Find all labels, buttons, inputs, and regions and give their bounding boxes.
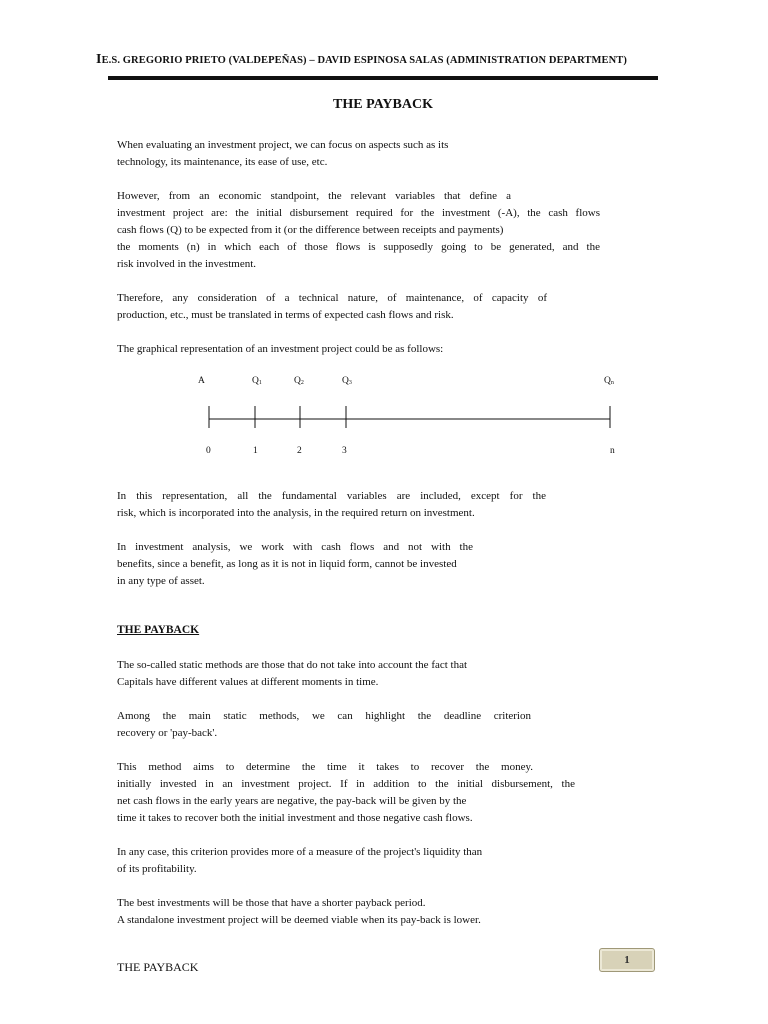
section-heading: THE PAYBACK [117,624,200,636]
timeline-axis [200,400,620,432]
label-period-2: 2 [297,446,302,456]
paragraph [117,708,531,742]
header-initial: I [96,52,102,67]
paragraph-line: cash flows (Q) to be expected from it (or the difference between receipts and payments) [117,224,504,236]
paragraph-line: in any type of asset. [117,575,205,587]
paragraph [117,137,507,171]
paragraph [117,844,547,878]
paragraph [117,188,600,273]
paragraph-line: In investment analysis, we work with cash flows and not with the [117,541,473,553]
footer-title: THE PAYBACK [117,960,199,974]
paragraph-line: This method aims to determine the time it takes to recover the money. [117,761,533,773]
paragraph-line: A standalone investment project will be deemed viable when its pay-back is lower. [117,914,481,926]
paragraph-line: When evaluating an investment project, we can focus on aspects such as its [117,139,449,151]
label-period-3: 3 [342,446,347,456]
paragraph-line: Capitals have different values at different moments in time. [117,676,379,688]
paragraph-line: benefits, since a benefit, as long as it is not in liquid form, cannot be invested [117,558,457,570]
paragraph-line: technology, its maintenance, its ease of use, etc. [117,156,328,168]
paragraph-line: risk involved in the investment. [117,258,257,270]
paragraph [117,290,547,324]
paragraph-line: In this representation, all the fundamental variables are included, except for the [117,490,546,502]
label-period-1: 1 [253,446,258,456]
paragraph [117,488,546,522]
running-header [96,52,656,68]
paragraph-line: of its profitability. [117,863,197,875]
paragraph-line: The best investments will be those that have a shorter payback period. [117,897,426,909]
header-rule [108,76,658,80]
paragraph-line: investment project are: the initial disbursement required for the investment (-A), the cash flows [117,207,600,219]
paragraph-line: recovery or 'pay-back'. [117,727,218,739]
paragraph-line: net cash flows in the early years are negative, the pay-back will be given by the [117,795,467,807]
paragraph [117,341,537,358]
paragraph-line: The so-called static methods are those that do not take into account the fact that [117,659,468,671]
paragraph-line: the moments (n) in which each of those flows is supposedly going to be generated, and the [117,241,600,253]
label-period-0: 0 [206,446,211,456]
paragraph [117,657,537,691]
paragraph-line: In any case, this criterion provides more of a measure of the project's liquidity than [117,846,483,858]
label-q2: $Q_2$ [294,376,304,386]
paragraph-line: Among the main static methods, we can highlight the deadline criterion [117,710,531,722]
paragraph [117,539,517,590]
label-a: A [198,376,205,386]
page-title: THE PAYBACK [333,97,433,112]
label-period-n: n [610,446,615,456]
paragraph-line: production, etc., must be translated in terms of expected cash flows and risk. [117,309,454,321]
paragraph-line: However, from an economic standpoint, the relevant variables that define a [117,190,511,202]
paragraph-line: risk, which is incorporated into the analysis, in the required return on investment. [117,507,475,519]
label-qn: $Q_n$ [604,376,614,386]
header-text: E.S. GREGORIO PRIETO (VALDEPEÑAS) – DAVID ESPINOSA SALAS (ADMINISTRATION DEPARTMENT) [101,55,627,66]
paragraph [117,759,575,827]
label-q3: $Q_3$ [342,376,352,386]
label-q1: $Q_1$ [252,376,262,386]
paragraph-line: initially invested in an investment project. If in addition to the initial disbursement, the [117,778,575,790]
paragraph-line: Therefore, any consideration of a technical nature, of maintenance, of capacity of [117,292,547,304]
paragraph [117,895,547,929]
page-number-badge: 1 [599,948,655,972]
paragraph-line: time it takes to recover both the initial investment and those negative cash flows. [117,812,473,824]
paragraph-line: The graphical representation of an investment project could be as follows: [117,343,444,355]
